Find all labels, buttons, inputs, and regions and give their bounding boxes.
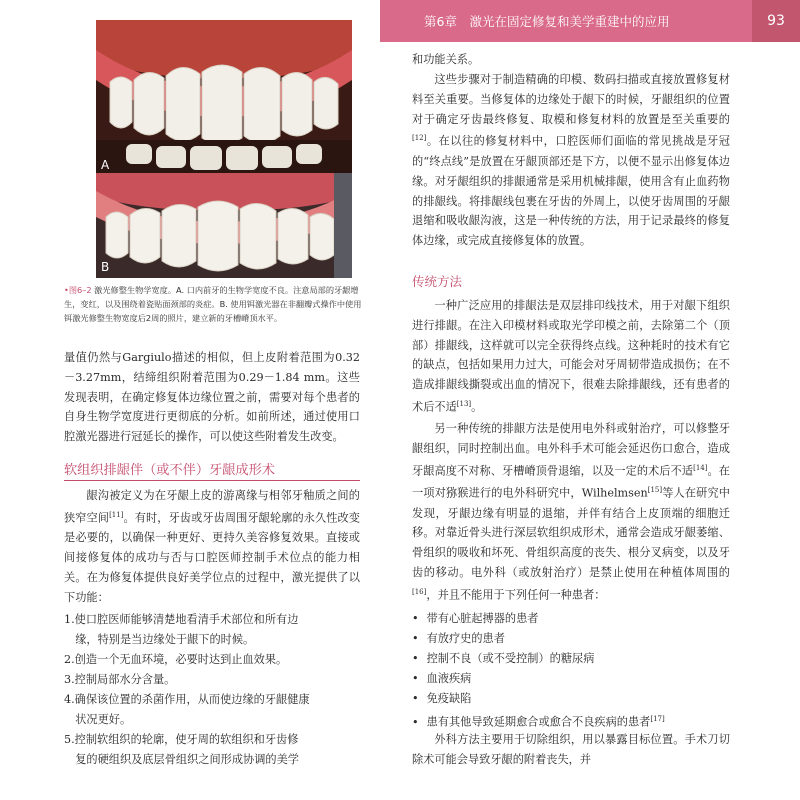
right-paragraph-4 — [412, 419, 730, 605]
list-item: 复的硬组织及底层骨组织之间形成协调的美学 — [64, 753, 299, 766]
contraindication-list — [412, 609, 730, 733]
citation-12: [12] — [412, 134, 427, 143]
function-list — [64, 610, 364, 770]
left-paragraph-2-text: 龈沟被定义为在牙龈上皮的游离缘与相邻牙釉质之间的狭窄空间 — [64, 489, 360, 525]
citation-13: [13] — [456, 399, 472, 408]
list-item: 5.控制软组织的轮廓，使牙周的软组织和牙齿修 — [64, 733, 299, 746]
teeth-photo-b — [96, 173, 352, 278]
right-paragraph-2 — [412, 70, 730, 251]
photo-a-label: A — [101, 158, 110, 172]
citation-17: [17] — [650, 715, 665, 723]
list-item: 4.确保该位置的杀菌作用，从而使边缘的牙龈健康 — [64, 693, 310, 706]
left-paragraph-2-cont: 。有时，牙齿或牙齿周围牙龈轮廓的永久性改变是必要的，以确保一种更好、更持久美容修复效果。直接或间接修复体的成功与否与口腔医师控制手术位点的能力相关。在为修复体提供良好美学位点的过程中，激光提供了以下功能： — [64, 511, 360, 604]
section-rule — [64, 480, 360, 482]
chapter-title: 第6章 激光在固定修复和美学重建中的应用 — [424, 14, 670, 29]
right-paragraph-5: 外科方法主要用于切除组织，用以暴露目标位置。手术刀切除术可能会导致牙龈的附着丧失，并 — [412, 733, 730, 766]
bullet-item: • 免疫缺陷 — [412, 689, 730, 709]
citation-15: [15] — [647, 486, 663, 495]
list-item: 1.使口腔医师能够清楚地看清手术部位和所有边 — [64, 613, 299, 626]
right-paragraph-3-text: 一种广泛应用的排龈法是双层排印线技术，用于对龈下组织进行排龈。在注入印模材料或取光学印模之前，去除第二个（顶部）排龈线，这样就可以完全获得终点线。这种耗时的技术有它的缺点，包括如果用力过大，可能会对牙周韧带造成损伤；在不造成排龈线撕裂或出血的情况下，很难去除排龈线，还有患者的术后不适 — [412, 299, 730, 414]
citation-14: [14] — [693, 463, 708, 472]
bullet-item: • 血液疾病 — [412, 669, 730, 689]
figure-number: •图6–2 — [64, 285, 92, 295]
teeth-photo-a — [96, 20, 352, 176]
caption-text: 激光修整生物学宽度。A. 口内前牙的生物学宽度不良。注意局部的牙龈增生，变红，以及围绕着瓷贴面颈部的炎症。B. 使用铒激光器在非翻瓣式操作中使用铒激光修整生物宽度后2周的照片，建立新的牙槽嵴顶水平。 — [64, 285, 362, 323]
chapter-header — [380, 0, 800, 42]
right-paragraph-3 — [412, 296, 730, 418]
list-item: 3.控制局部水分含量。 — [64, 673, 176, 686]
citation-11: [11] — [109, 510, 124, 519]
right-paragraph-4-cont: 等人在研究中发现，牙龈边缘有明显的退缩，并伴有结合上皮顶端的细胞迁移。对靠近骨头进行深层软组织成形术，通常会造成牙龈萎缩、骨组织的吸收和坏死、骨组织高度的丧失、根分叉病变，以及牙齿的移动。电外科（或放射治疗）是禁止使用在种植体周围的 — [412, 486, 730, 580]
right-paragraph-2-text: 这些步骤对于制造精确的印模、数码扫描或直接放置修复材料至关重要。当修复体的边缘处于龈下的时候，牙龈组织的位置对于确定牙齿最终修复、取模和修复材料的放置是至关重要的 — [412, 73, 730, 126]
photo-b-label: B — [101, 260, 110, 274]
bullet-item: • 有放疗史的患者 — [412, 629, 730, 649]
section-title: 软组织排龈伴（或不伴）牙龈成形术 — [64, 463, 275, 478]
bullet-item: • 控制不良（或不受控制）的糖尿病 — [412, 649, 730, 669]
bullet-item: • 带有心脏起搏器的患者 — [412, 609, 730, 629]
list-item: 缘，特别是当边缘处于龈下的时候。 — [64, 633, 255, 646]
left-paragraph-1: 量值仍然与Gargiulo描述的相似，但上皮附着范围为0.32－3.27mm，结缔组织附着范围为0.29－1.84 mm。这些发现表明，在确定修复体边缘位置之前，需要对每个患者的自身生物学宽度进行更彻底的分析。如前所述，通过使用口腔激光器进行冠延长的操作，可以使这些附着发生改变。 — [64, 351, 360, 444]
figure-caption — [64, 283, 364, 325]
subsection-title: 传统方法 — [412, 274, 463, 289]
photo-b — [96, 173, 352, 278]
left-paragraph-2 — [64, 486, 360, 608]
photo-a — [96, 20, 352, 176]
page-number: 93 — [752, 0, 800, 42]
right-paragraph-4-mid: 。在一项对猕猴进行的电外科研究中，Wilhelmsen — [412, 464, 730, 500]
section-heading — [64, 459, 360, 481]
right-paragraph-4-end: ，并且不能用于下列任何一种患者： — [426, 588, 606, 602]
list-item: 2.创造一个无血环境，必要时达到止血效果。 — [64, 653, 288, 666]
citation-16: [16] — [412, 587, 427, 596]
right-paragraph-4-text: 另一种传统的排龈方法是使用电外科或射治疗，可以修整牙龈组织，同时控制出血。电外科手术可能会延迟伤口愈合，造成牙龈高度不对称、牙槽嵴顶骨退缩，以及一定的术后不适 — [412, 422, 730, 478]
right-paragraph-3-end: 。 — [471, 400, 483, 414]
right-paragraph-2-cont: 。在以往的修复材料中，口腔医师们面临的常见挑战是牙冠的“终点线”是放置在牙龈顶部还是下方，以便不显示出修复体边缘。对牙龈组织的排龈通常是采用机械排龈，使用含有止血药物的排龈线。将排龈线包裹在牙齿的外周上，以使牙齿周围的牙龈退缩和吸收龈沟液，这是一种传统的方法，用于记录最终的修复体边缘，或完成直接修复体的放置。 — [412, 135, 730, 248]
bullet-item-text: 患有其他导致延期愈合或愈合不良疾病的患者 — [426, 715, 651, 729]
list-item: 状况更好。 — [64, 713, 132, 726]
right-paragraph-1: 和功能关系。 — [412, 53, 480, 66]
